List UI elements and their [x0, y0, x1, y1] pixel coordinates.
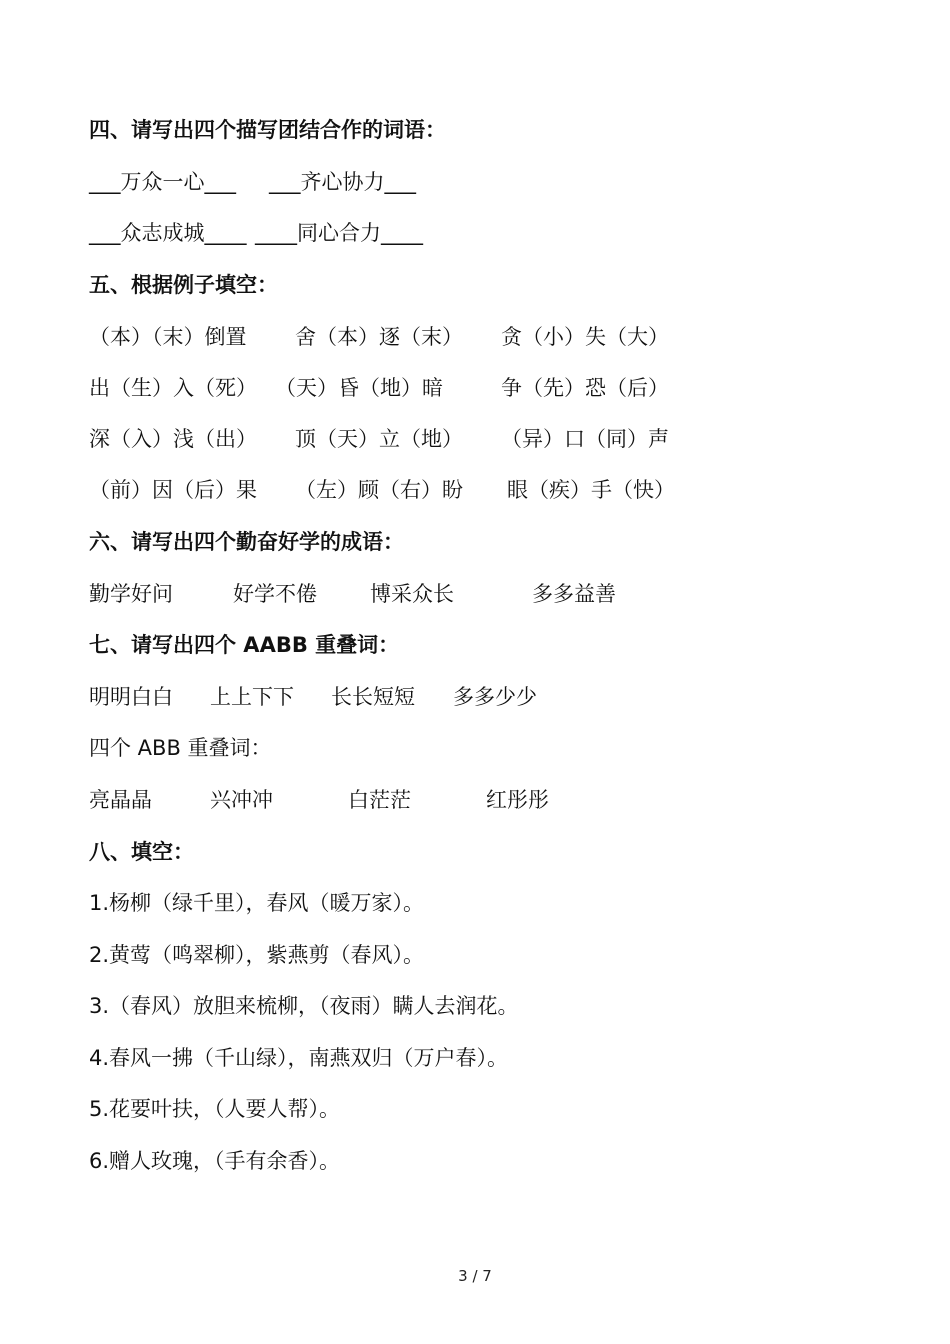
section-five-row	[89, 423, 789, 455]
idiom: 博采众长	[370, 582, 454, 606]
idiom: 勤学好问	[89, 582, 173, 606]
reduplicated-word: 红彤彤	[486, 788, 549, 812]
idiom: （左）顾（右）盼	[295, 478, 463, 502]
section-seven-abb-label: 四个 ABB 重叠词：	[89, 736, 272, 760]
section-seven-abb-words	[89, 784, 789, 816]
reduplicated-word: 多多少少	[453, 685, 537, 709]
page-number: 3 / 7	[458, 1267, 492, 1285]
section-six-words	[89, 578, 789, 610]
reduplicated-word: 白茫茫	[348, 788, 411, 812]
fill-in-line: 5.花要叶扶，（人要人帮）。	[89, 1097, 341, 1121]
answer-word: ___齐心协力___	[269, 170, 416, 194]
fill-in-line: 6.赠人玫瑰，（手有余香）。	[89, 1149, 341, 1173]
reduplicated-word: 长长短短	[331, 685, 415, 709]
idiom: 出（生）入（死）	[89, 376, 257, 400]
idiom: （天）昏（地）暗	[275, 376, 443, 400]
section-seven-heading: 七、请写出四个 AABB 重叠词：	[89, 633, 400, 657]
reduplicated-word: 明明白白	[89, 685, 173, 709]
reduplicated-word: 兴冲冲	[210, 788, 273, 812]
section-four-row-1	[89, 166, 789, 198]
section-five-row	[89, 321, 789, 353]
section-four-row-2	[89, 217, 789, 249]
idiom: （本）（末）倒置	[89, 325, 247, 349]
reduplicated-word: 上上下下	[210, 685, 294, 709]
reduplicated-word: 亮晶晶	[89, 788, 152, 812]
section-six-heading: 六、请写出四个勤奋好学的成语：	[89, 530, 404, 554]
fill-in-line: 2.黄莺（鸣翠柳），紫燕剪（春风）。	[89, 943, 425, 967]
section-five-row	[89, 372, 789, 404]
idiom: 好学不倦	[233, 582, 317, 606]
idiom: （前）因（后）果	[89, 478, 257, 502]
idiom: 顶（天）立（地）	[295, 427, 463, 451]
idiom: 舍（本）逐（末）	[295, 325, 463, 349]
answer-word: ___万众一心___	[89, 170, 236, 194]
idiom: （异）口（同）声	[501, 427, 669, 451]
answer-word: ____同心合力____	[255, 221, 423, 245]
idiom: 多多益善	[532, 582, 616, 606]
section-eight-heading: 八、填空：	[89, 840, 194, 864]
section-seven-aabb-words	[89, 681, 789, 713]
fill-in-line: 3.（春风）放胆来梳柳，（夜雨）瞒人去润花。	[89, 994, 519, 1018]
section-five-heading: 五、根据例子填空：	[89, 273, 278, 297]
idiom: 贪（小）失（大）	[501, 325, 669, 349]
fill-in-line: 4.春风一拂（千山绿），南燕双归（万户春）。	[89, 1046, 509, 1070]
idiom: 争（先）恐（后）	[501, 376, 669, 400]
section-four-heading: 四、请写出四个描写团结合作的词语：	[89, 118, 446, 142]
answer-word: ___众志成城____	[89, 221, 247, 245]
idiom: 眼（疾）手（快）	[507, 478, 675, 502]
idiom: 深（入）浅（出）	[89, 427, 257, 451]
section-five-row	[89, 474, 789, 506]
fill-in-line: 1.杨柳（绿千里），春风（暖万家）。	[89, 891, 425, 915]
